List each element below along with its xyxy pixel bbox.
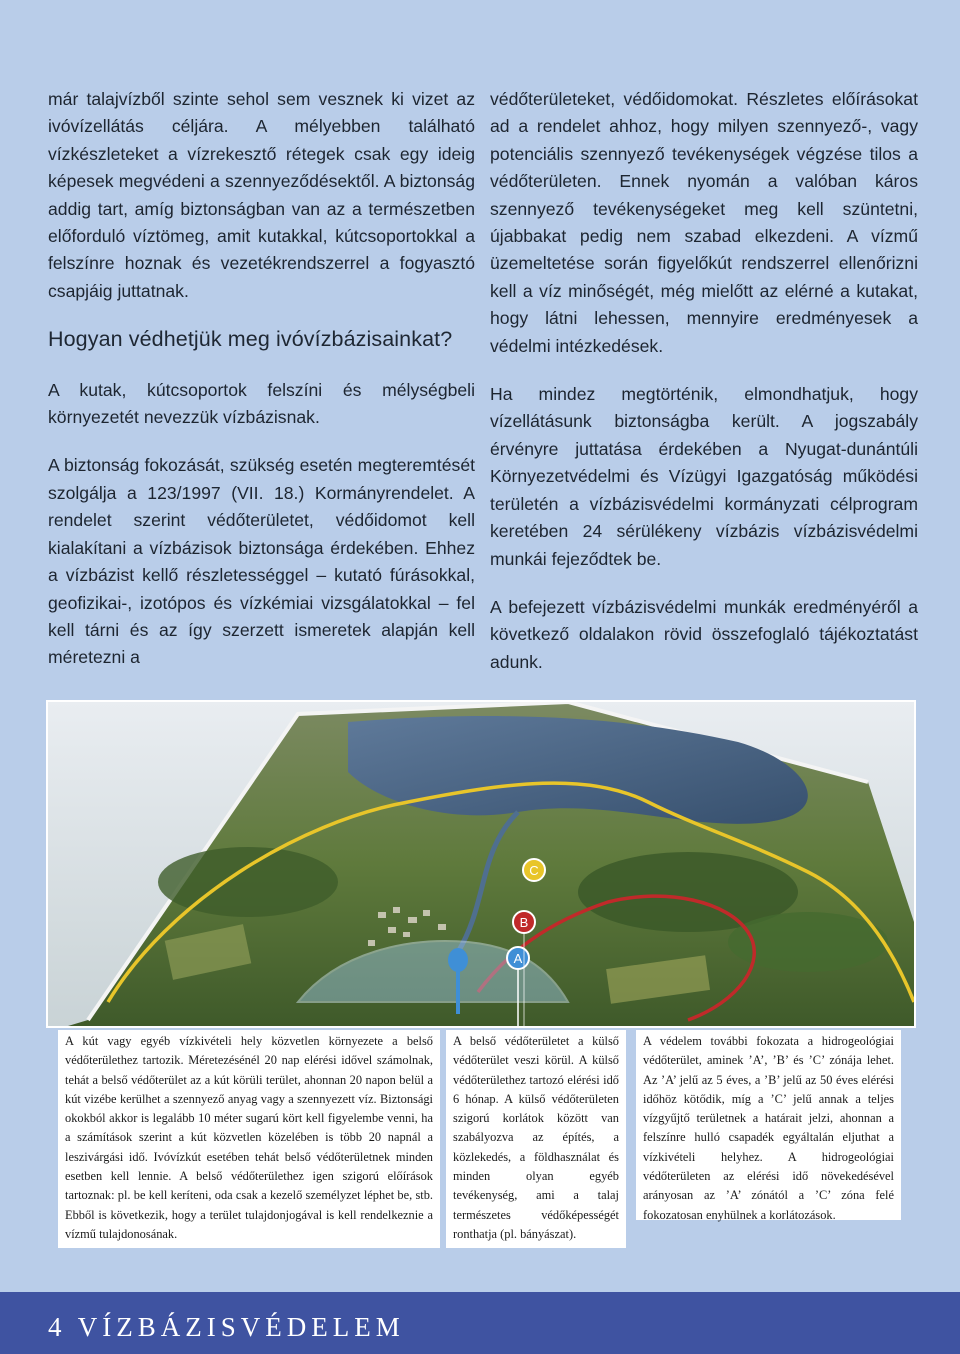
caption-outer-protection-zone: A belső védőterületet a külső védőterület veszi körül. A külső védőterülethez tartozó elérési idő 6 hónap. A külső védőterületen szigorú korlátok között van szabályozva az építés, a közlekedés, a földhasználat és minden olyan egyéb tevékenység, ami a talaj természetes védőképességét ronthatja (pl. bányászat). [446, 1030, 626, 1248]
zone-marker-a [507, 947, 529, 969]
right-paragraph-3: A befejezett vízbázisvédelmi munkák eredményéről a következő oldalakon rövid összefoglaló tájékoztatást adunk. [490, 596, 918, 672]
left-paragraph-3: A biztonság fokozását, szükség esetén megteremtését szolgálja a 123/1997 (VII. 18.) Kormányrendelet. A rendelet szerint védőterületet, védőidomot kell kialakítani a vízbázisok biztonsága érdekében. Ehhez a vízbázist kellő részletességgel – kutató fúrásokkal, geofizikai-, izotópos és vízkémiai vizsgálatokkal – fel kell tárni és az így szerzett ismeretek alapján kell méretezni a [48, 455, 475, 668]
left-column [48, 86, 475, 693]
left-paragraph-2: A kutak, kútcsoportok felszíni és mélységbeli környezetét nevezzük vízbázisnak. [48, 379, 475, 428]
right-paragraph-2: Ha mindez megtörténik, elmondhatjuk, hogy vízellátásunk biztonságba került. A jogszabály érvényre juttatása érdekében a Nyugat-dunántúli Környezetvédelmi és Vízügyi Igazgatóság működési területén a vízbázisvédelmi kormányzati célprogram keretében 24 sérülékeny vízbázis vízbázisvédelmi munkái fejeződtek be. [490, 384, 918, 569]
left-paragraph-1: már talajvízből szinte sehol sem vesznek ki vizet az ivóvízellátás céljára. A mélyebben található vízkészleteket a vízrekesztő rétegek csak egy ideig képesek megvédeni a szennyeződésektől. A biztonság addig tart, amíg biztonságban van az a természetben előforduló víztömeg, amit kutakkal, kútcsoportokkal a felszínre hoznak és vezetékrendszerrel a fogyasztó csapjáig juttatnak. [48, 89, 475, 301]
right-column [490, 86, 918, 697]
caption-hydrogeological-zone: A védelem további fokozata a hidrogeológiai védőterület, aminek ’A’, ’B’ és ’C’ zónája lehet. Az ’A’ jelű az 5 éves, a ’B’ jelű az 50 éves elérési időhöz kötődik, míg a ’C’ jelű annak a teljes vízgyűjtő területnek a határait jelzi, ahonnan a felszínre hulló csapadék egyáltalán eljuthat a vízkivételi helyhez. A hidrogeológiai védőterületen az elérési idő növekedésével arányosan az ’A’ zónától a ’C’ zóna felé fokozatosan enyhülnek a korlátozások. [636, 1030, 901, 1220]
aerial-landscape-figure [46, 700, 916, 1028]
aerial-landscape-illustration [48, 702, 914, 1026]
footer-page-label: 4 VÍZBÁZISVÉDELEM [48, 1312, 405, 1342]
caption-inner-protection-zone: A kút vagy egyéb vízkivételi hely közvetlen környezete a belső védőterülethez tartozik. Méretezésénél 20 nap elérési idővel számolnak, tehát a belső védőterület az a kút körüli terület, ahonnan 20 napon belül a kút vizébe kerülhet a szennyező anyag vagy a szennyezett víz. Biztonsági okokból akkor is legalább 10 méter sugarú kört kell figyelembe venni, ha a számítások szerint a kút közvetlen közelében is több 20 napnál a leszivárgási idő. Ivóvízkút esetében tehát belső védőterületnek minden esetben kell lennie. A belső védőterülethez igen szigorú előírások tartoznak: pl. be kell keríteni, oda csak a kezelő személyzet léphet be, stb. Ebből is következik, hogy a terület tulajdonjogával is kell rendelkeznie a vízmű tulajdonosának. [58, 1030, 440, 1248]
zone-marker-b [513, 911, 535, 933]
zone-label-a: A [513, 951, 523, 966]
zone-marker-c [523, 859, 545, 881]
zone-label-c: C [529, 863, 539, 878]
right-paragraph-1: védőterületeket, védőidomokat. Részletes előírásokat ad a rendelet ahhoz, hogy milyen szennyező-, vagy potenciális szennyező tevékenységek végzése tilos a védőterületen. Ennek nyomán a valóban káros szennyező tevékenységeket meg kell szüntetni, újabbakat pedig nem szabad elkezdeni. A vízmű üzemeltetése során figyelőkút rendszerrel ellenőrizni kell a víz minőségét, még mielőtt az elérné a kutakat, hogy látni lehessen, mennyire eredményesek a védelmi intézkedések. [490, 89, 918, 356]
zone-label-b: B [519, 915, 529, 930]
well-marker [448, 948, 468, 972]
section-heading: Hogyan védhetjük meg ivóvízbázisainkat? [48, 327, 453, 352]
